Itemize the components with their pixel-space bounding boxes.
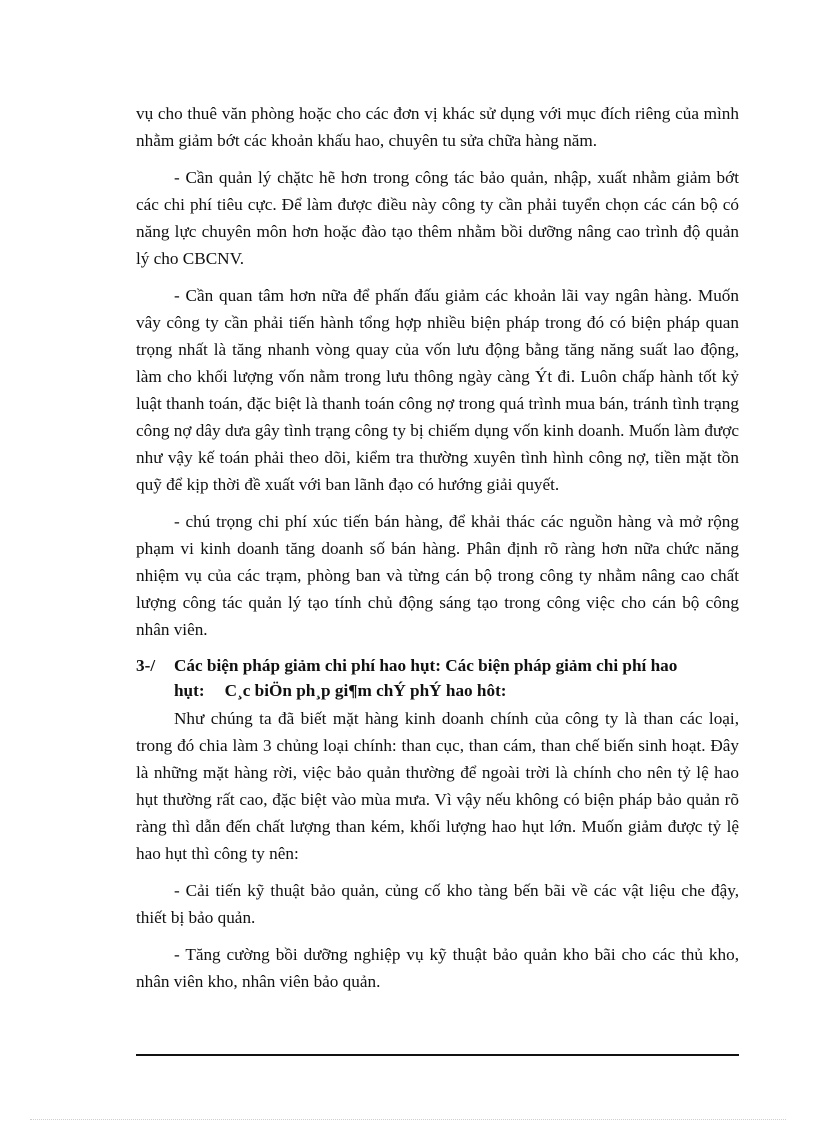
- paragraph: - Cần quản lý chặtc hẽ hơn trong công tác bảo quản, nhập, xuất nhằm giảm bớt các chi phí tiêu cực. Để làm được điều này công ty cần phải tuyển chọn các cán bộ có năng lực chuyên môn hơn hoặc đào tạo thêm nhằm bồi dưỡng nâng cao trình độ quản lý cho CBCNV.: [136, 168, 739, 268]
- paragraph: vụ cho thuê văn phòng hoặc cho các đơn vị khác sử dụng với mục đích riêng của mình nhằm giảm bớt các khoản khấu hao, chuyên tu sửa chữa hàng năm.: [136, 104, 739, 150]
- paragraph: Như chúng ta đã biết mặt hàng kinh doanh chính của công ty là than các loại, trong đó chia làm 3 chủng loại chính: than cục, than cám, than chế biến sinh hoạt. Đây là những mặt hàng rời, việc bảo quản thường để ngoài trời là chính cho nên tỷ lệ hao hụt thường rất cao, đặc biệt vào mùa mưa. Vì vậy nếu không có biện pháp bảo quản rõ ràng thì dẫn đến chất lượng than kém, khối lượng hao hụt lớn. Muốn giảm được tỷ lệ hao hụt thì công ty nên:: [136, 709, 739, 863]
- footer-divider: [136, 1054, 739, 1056]
- section-heading: [136, 653, 739, 703]
- paragraph: - Cần quan tâm hơn nữa để phấn đấu giảm các khoản lãi vay ngân hàng. Muốn vây công ty cần phải tiến hành tổng hợp nhiều biện pháp trong đó có biện pháp quan trọng nhất là tăng nhanh vòng quay của vốn lưu động bằng tăng năng suất lao động, làm cho khối lượng vốn nằm trong lưu thông ngày càng Ýt đi. Luôn chấp hành tốt kỷ luật thanh toán, đặc biệt là thanh toán công nợ trong quá trình mua bán, tránh tình trạng công nợ dây dưa gây tình trạng công ty bị chiếm dụng vốn kinh doanh. Muốn làm được như vậy kế toán phải theo dõi, kiểm tra thường xuyên tình hình công nợ, tiền mặt tồn quỹ để kịp thời đề xuất với ban lãnh đạo có hướng giải quyết.: [136, 286, 739, 494]
- section-title-garbled: C¸c biÖn ph¸p gi¶m chÝ phÝ hao hôt:: [224, 681, 507, 700]
- paragraph: - Cải tiến kỹ thuật bảo quản, củng cố kho tàng bến bãi về các vật liệu che đậy, thiết bị bảo quản.: [136, 881, 739, 927]
- page-bottom-dotted-border: [30, 1119, 786, 1120]
- section-number: 3-/: [136, 656, 156, 675]
- page-content: [136, 100, 739, 1005]
- paragraph: - chú trọng chi phí xúc tiến bán hàng, để khải thác các nguồn hàng và mở rộng phạm vi kinh doanh tăng doanh số bán hàng. Phân định rõ ràng hơn nữa chức năng nhiệm vụ của các trạm, phòng ban và từng cán bộ trong công ty nhằm nâng cao chất lượng công tác quản lý tạo tính chủ động sáng tạo trong công việc cho cán bộ công nhân viên.: [136, 512, 739, 639]
- section-title: Các biện pháp giảm chi phí hao hụt: Các biện pháp giảm chi phí hao hụt:: [174, 656, 678, 700]
- paragraph: - Tăng cường bồi dưỡng nghiệp vụ kỹ thuật bảo quản kho bãi cho các thủ kho, nhân viên kho, nhân viên bảo quản.: [136, 945, 739, 991]
